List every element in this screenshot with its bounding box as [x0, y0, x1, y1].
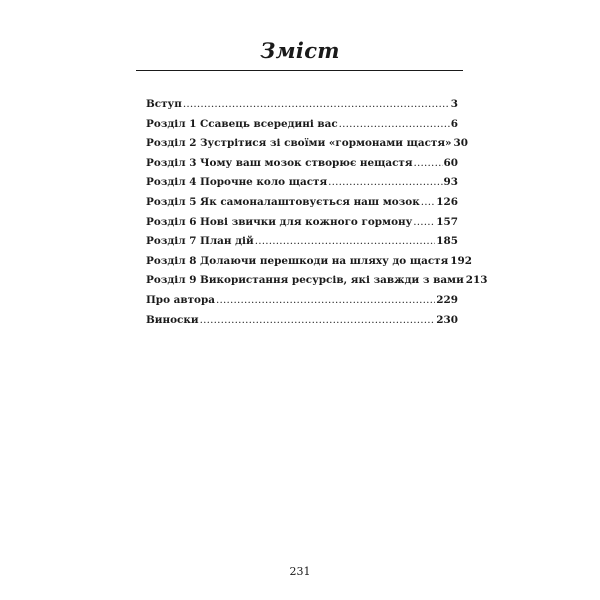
toc-entry-label: Розділ 9 Використання ресурсів, які завжди з вами — [146, 274, 464, 287]
toc-entry-label: Розділ 5 Як самоналаштовується наш мозок — [146, 195, 420, 208]
toc-entry-page: 126 — [436, 195, 458, 208]
toc-leader-dots — [413, 216, 435, 228]
toc-entry-page: 3 — [450, 98, 458, 110]
toc-leader-dots — [328, 176, 442, 188]
page-number: 231 — [289, 565, 311, 578]
toc-entry-intro — [146, 98, 458, 118]
toc-entry-chapter-2 — [146, 137, 468, 157]
toc-entry-about-author — [146, 294, 458, 314]
toc-entry-chapter-6 — [146, 216, 458, 236]
toc-entry-label: Розділ 8 Долаючи перешкоди на шляху до щастя — [146, 254, 449, 267]
toc-entry-label: Про автора — [146, 293, 215, 306]
toc-entry-label: Розділ 2 Зустрітися зі своїми «гормонами щастя» — [146, 137, 452, 150]
toc-entry-chapter-5 — [146, 196, 458, 216]
toc-leader-dots — [421, 196, 436, 208]
table-of-contents — [146, 98, 488, 333]
toc-entry-page: 229 — [436, 293, 458, 306]
toc-leader-dots — [414, 157, 443, 169]
toc-entry-page: 213 — [465, 274, 488, 287]
toc-entry-chapter-3 — [146, 157, 458, 177]
toc-entry-page: 30 — [453, 137, 468, 150]
toc-entry-page: 93 — [443, 176, 458, 189]
toc-leader-dots — [255, 235, 436, 247]
toc-entry-label: Розділ 7 План дій — [146, 235, 254, 248]
toc-entry-page: 157 — [436, 215, 458, 228]
toc-leader-dots — [339, 118, 450, 130]
toc-leader-dots — [216, 294, 435, 306]
toc-entry-chapter-8 — [146, 254, 472, 275]
toc-entry-label: Вступ — [146, 98, 182, 110]
toc-entry-page: 60 — [443, 156, 458, 169]
toc-entry-page: 230 — [436, 313, 458, 326]
toc-entry-label: Розділ 1 Ссавець всередині вас — [146, 117, 338, 130]
toc-entry-chapter-7 — [146, 235, 458, 255]
page-title: Зміст — [260, 38, 340, 63]
toc-entry-chapter-1 — [146, 118, 458, 138]
toc-entry-label: Розділ 4 Порочне коло щастя — [146, 176, 328, 189]
toc-entry-page: 192 — [450, 254, 472, 267]
toc-entry-label: Розділ 3 Чому ваш мозок створює нещастя — [146, 156, 413, 169]
title-rule — [136, 70, 463, 71]
toc-leader-dots — [200, 314, 436, 326]
toc-leader-dots — [183, 98, 450, 110]
toc-entry-label: Розділ 6 Нові звички для кожного гормону — [146, 215, 413, 228]
toc-entry-label: Виноски — [146, 313, 199, 326]
toc-entry-footnotes — [146, 314, 458, 334]
toc-entry-page: 6 — [450, 117, 458, 130]
toc-entry-chapter-4 — [146, 176, 458, 196]
toc-entry-page: 185 — [436, 235, 458, 248]
toc-entry-chapter-9 — [146, 274, 488, 294]
